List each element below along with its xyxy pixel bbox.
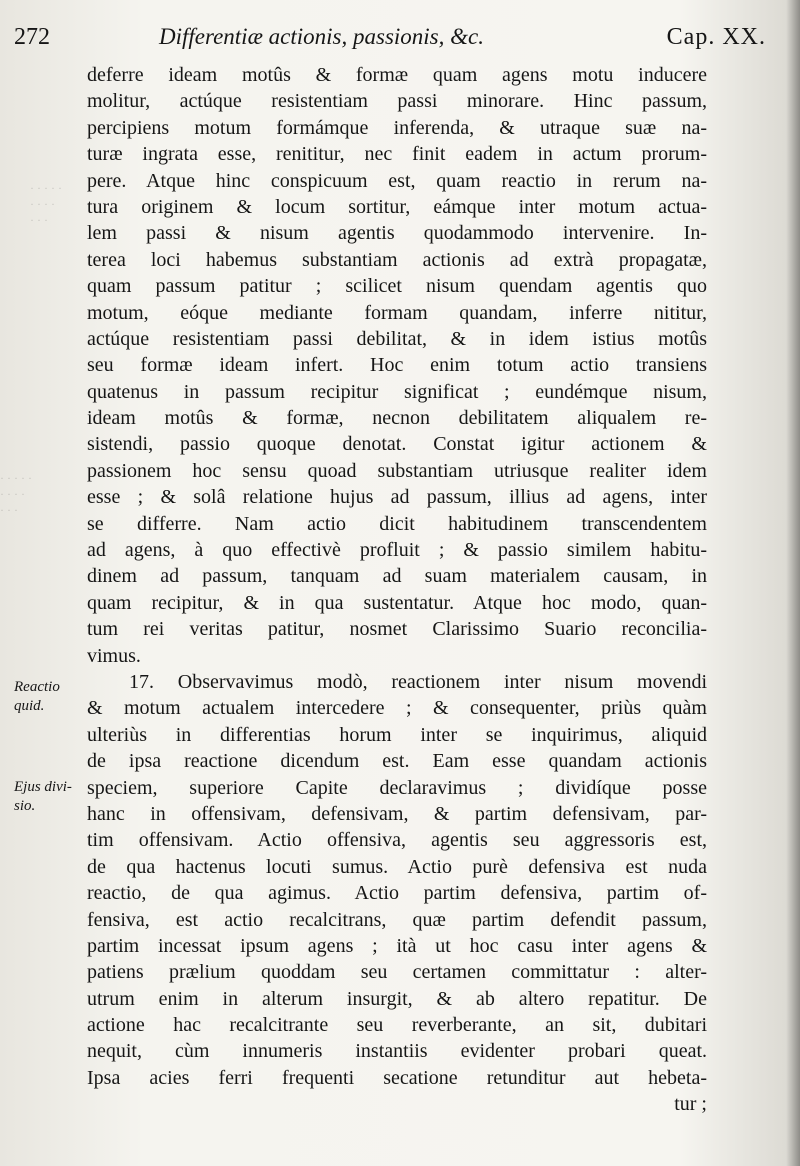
text-line: deferre ideam motûs & formæ quam agens motu inducere xyxy=(87,64,707,86)
page-number: 272 xyxy=(14,24,50,50)
text-line: se differre. Nam actio dicit habitudinem transcendentem xyxy=(87,512,707,535)
text-line: de ipsa reactione dicendum est. Eam esse quandam actionis xyxy=(87,750,707,773)
margin-note-reactio xyxy=(14,678,60,716)
text-line: turæ ingrata esse, renititur, nec finit eadem in actum prorum- xyxy=(87,143,707,166)
text-line: de qua hactenus locuti sumus. Actio purè defensiva est nuda xyxy=(87,855,707,878)
text-line: motum, eóque mediante formam quandam, inferre nititur, xyxy=(87,301,707,324)
text-line: lem passi & nisum agentis quodammodo intervenire. In- xyxy=(87,222,707,245)
text-line: reactio, de qua agimus. Actio partim defensiva, partim of- xyxy=(87,882,707,905)
margin-note-line: sio. xyxy=(14,798,36,814)
text-line: utrum enim in alterum insurgit, & ab altero repatitur. De xyxy=(87,987,707,1010)
text-line: tura originem & locum sortitur, eámque inter motum actua- xyxy=(87,195,707,218)
text-line: tim offensivam. Actio offensiva, agentis seu aggressoris est, xyxy=(87,829,707,852)
text-block xyxy=(87,62,707,1118)
text-line: fensiva, est actio recalcitrans, quæ partim defendit passum, xyxy=(87,908,707,931)
chapter-label: Cap. XX. xyxy=(666,24,766,50)
text-line: quam recipitur, & in qua sustentatur. Atque hoc modo, quan- xyxy=(87,591,707,614)
running-title: Differentiæ actionis, passionis, &c. xyxy=(159,24,484,49)
text-line: nequit, cùm innumeris instantiis evidenter probari queat. xyxy=(87,1040,707,1063)
text-line: & motum actualem intercedere ; & consequenter, priùs quàm xyxy=(87,697,707,720)
text-line: terea loci habemus substantiam actionis ad extrà propagatæ, xyxy=(87,248,707,271)
text-line: ideam motûs & formæ, necnon debilitatem aliqualem re- xyxy=(87,407,707,430)
text-line: ulteriùs in differentias horum inter se inquirimus, aliquid xyxy=(87,723,707,746)
text-line: hanc in offensivam, defensivam, & partim defensivam, par- xyxy=(87,802,707,825)
bleed-through-text: · · · · · · · · · · · · xyxy=(0,471,32,517)
text-line: esse ; & solâ relatione hujus ad passum, illius ad agens, inter xyxy=(87,486,707,509)
text-line: ad agens, à quo effectivè profluit ; & passio similem habitu- xyxy=(87,539,707,562)
text-line: patiens prælium quoddam seu certamen committatur : alter- xyxy=(87,961,707,984)
paragraph-start-line: 17. Observavimus modò, reactionem inter nisum movendi xyxy=(129,670,707,693)
margin-note-ejus-divisio xyxy=(14,778,72,816)
running-header xyxy=(14,24,784,60)
bleed-through-text: · · · · · · · · · · · · xyxy=(30,181,62,227)
catchword-line: tur ; xyxy=(674,1093,707,1116)
text-line: sistendi, passio quoque denotat. Constat igitur actionem & xyxy=(87,433,707,456)
text-line: pere. Atque hinc conspicuum est, quam reactio in rerum na- xyxy=(87,169,707,192)
margin-note-line: Reactio xyxy=(14,679,60,695)
text-line: actúque resistentiam passi debilitat, & in idem istius motûs xyxy=(87,327,707,350)
text-line: Ipsa acies ferri frequenti secatione retunditur aut hebeta- xyxy=(87,1066,707,1089)
text-line: quatenus in passum recipitur significat ; eundémque nisum, xyxy=(87,380,707,403)
text-line: percipiens motum formámque inferenda, & utraque suæ na- xyxy=(87,116,707,139)
text-line: dinem ad passum, tanquam ad suam materialem causam, in xyxy=(87,565,707,588)
text-line: tum rei veritas patitur, nosmet Clarissimo Suario reconcilia- xyxy=(87,618,707,641)
text-line: seu formæ ideam infert. Hoc enim totum actio transiens xyxy=(87,354,707,377)
text-line: vimus. xyxy=(87,644,141,667)
text-line: partim incessat ipsum agens ; ità ut hoc casu inter agens & xyxy=(87,934,707,957)
margin-note-line: quid. xyxy=(14,698,45,714)
text-line: quam passum patitur ; scilicet nisum quendam agentis quo xyxy=(87,275,707,298)
margin-note-line: Ejus divi- xyxy=(14,779,72,795)
text-line: actione hac recalcitrante seu reverberante, an sit, dubitari xyxy=(87,1014,707,1037)
text-line: molitur, actúque resistentiam passi minorare. Hinc passum, xyxy=(87,90,707,113)
text-line: speciem, superiore Capite declaravimus ; dividíque posse xyxy=(87,776,707,799)
text-line: passionem hoc sensu quoad substantiam utriusque realiter idem xyxy=(87,459,707,482)
